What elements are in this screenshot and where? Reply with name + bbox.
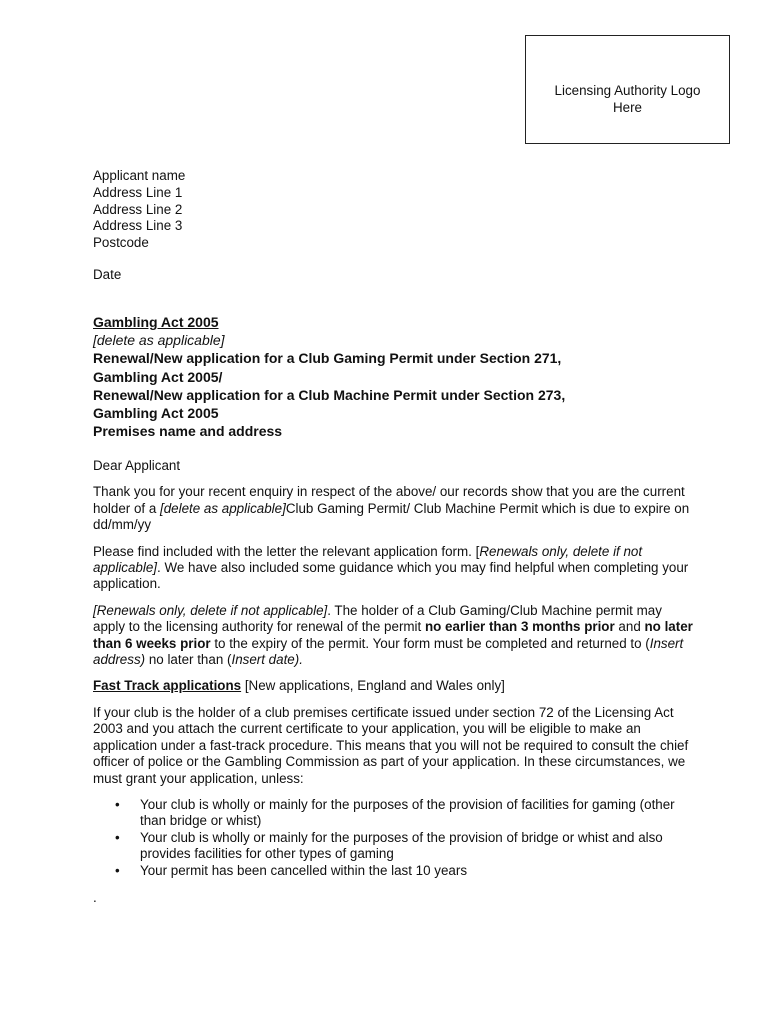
logo-placeholder-text bbox=[555, 82, 701, 116]
paragraph-renewal-latest: no later than 6 weeks prior bbox=[93, 619, 693, 651]
paragraph-enquiry bbox=[93, 484, 693, 533]
list-item bbox=[93, 797, 693, 830]
fast-track-heading bbox=[93, 678, 693, 694]
letter-body bbox=[93, 458, 693, 879]
heading-line-3: Renewal/New application for a Club Machine Permit under Section 273, bbox=[93, 386, 566, 403]
list-item-text: Your club is wholly or mainly for the purposes of the provision of facilities for gaming (other than bridge or whist) bbox=[140, 796, 675, 829]
address-postcode: Postcode bbox=[93, 235, 149, 251]
trailing-period: . bbox=[93, 890, 97, 905]
paragraph-form-text-c: . We have also included some guidance which you may find helpful when completing your application. bbox=[93, 560, 689, 592]
paragraph-enquiry-text-c: Club Gaming Permit/ Club Machine Permit which is due to expire on dd/mm/yy bbox=[93, 500, 690, 533]
heading-act: Gambling Act 2005 bbox=[93, 314, 219, 330]
logo-placeholder-box bbox=[525, 35, 730, 144]
list-item-text: Your permit has been cancelled within the last 10 years bbox=[140, 862, 468, 878]
heading-line-1: Renewal/New application for a Club Gaming Permit under Section 271, bbox=[93, 350, 562, 367]
heading-delete-note: [delete as applicable] bbox=[93, 332, 225, 349]
letter-date: Date bbox=[93, 267, 122, 282]
paragraph-renewal-text-h: no later than ( bbox=[145, 652, 232, 668]
paragraph-form-text-a: Please find included with the letter the relevant application form. [ bbox=[93, 543, 480, 559]
logo-line-2: Here bbox=[612, 99, 642, 115]
address-line-3: Address Line 3 bbox=[93, 218, 183, 234]
list-item-text: Your club is wholly or mainly for the purposes of the provision of bridge or whist and also provides facilities for other types of gaming bbox=[140, 829, 663, 862]
applicant-name: Applicant name bbox=[93, 168, 186, 183]
logo-line-1: Licensing Authority Logo bbox=[554, 82, 701, 98]
paragraph-form-renewals-note: Renewals only, delete if not applicable] bbox=[93, 543, 643, 576]
paragraph-renewal-insert-date: Insert date). bbox=[231, 652, 303, 668]
applicant-address bbox=[93, 168, 185, 252]
salutation: Dear Applicant bbox=[93, 458, 181, 473]
bullet-icon: • bbox=[115, 862, 120, 878]
fast-track-scope: [New applications, England and Wales only] bbox=[241, 678, 505, 694]
paragraph-enquiry-text-a: Thank you for your recent enquiry in respect of the above/ our records show that you are the current holder of a bbox=[93, 484, 685, 516]
fast-track-title: Fast Track applications bbox=[93, 678, 242, 694]
paragraph-form-enclosed bbox=[93, 544, 693, 593]
paragraph-renewal-text-f: to the expiry of the permit. Your form must be completed and returned to ( bbox=[210, 635, 650, 651]
paragraph-renewal-text-b: . The holder of a Club Gaming/Club Machine permit may apply to the licensing authority for renewal of the permit bbox=[93, 602, 662, 635]
list-item bbox=[93, 863, 693, 879]
heading-line-4: Gambling Act 2005 bbox=[93, 405, 219, 422]
heading-premises: Premises name and address bbox=[93, 423, 283, 440]
letter-heading bbox=[93, 313, 565, 440]
paragraph-renewal-text-d: and bbox=[614, 619, 645, 635]
paragraph-renewal-note: [Renewals only, delete if not applicable] bbox=[93, 602, 328, 618]
list-item bbox=[93, 830, 693, 863]
paragraph-enquiry-delete-note: [delete as applicable] bbox=[160, 500, 286, 516]
heading-line-2: Gambling Act 2005/ bbox=[93, 368, 223, 385]
paragraph-renewal bbox=[93, 603, 693, 669]
address-line-1: Address Line 1 bbox=[93, 184, 183, 200]
bullet-icon: • bbox=[115, 796, 120, 812]
paragraph-fast-track: If your club is the holder of a club premises certificate issued under section 72 of the Licensing Act 2003 and you attach the current certificate to your application, you will be eligible to make an application under a fast-track procedure. This means that you will not be required to consult the chief officer of police or the Gambling Commission as part of your application. In these circumstances, we must grant your application, unless: bbox=[93, 704, 689, 786]
address-line-2: Address Line 2 bbox=[93, 201, 183, 217]
conditions-list bbox=[93, 797, 693, 879]
paragraph-renewal-earliest: no earlier than 3 months prior bbox=[424, 619, 615, 635]
paragraph-renewal-insert-address: Insert address) bbox=[93, 635, 684, 668]
bullet-icon: • bbox=[115, 829, 120, 845]
